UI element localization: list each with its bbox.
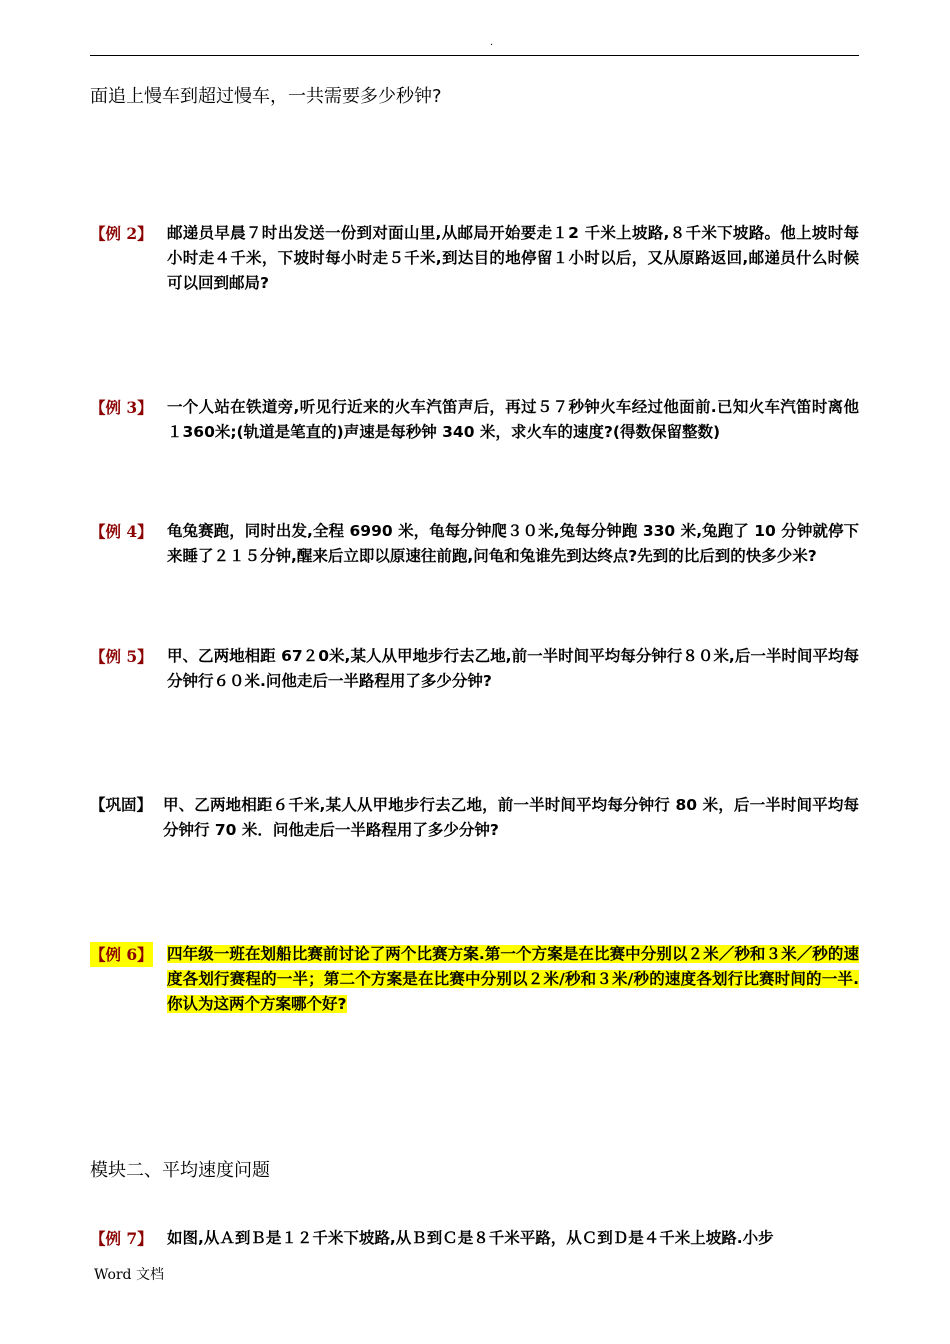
problem-example-2 (90, 221, 859, 296)
problem-consolidation (90, 793, 859, 843)
intro-text: 面追上慢车到超过慢车，一共需要多少秒钟? (90, 86, 442, 107)
problem-text: 龟兔赛跑，同时出发,全程 6990 米，龟每分钟爬３０米,兔每分钟跑 330 米,兔跑了 10 分钟就停下来睡了２１５分钟,醒来后立即以原速往前跑,问龟和兔谁先到达终点?先到的比后到的快多少米? (167, 522, 859, 565)
problem-tag: 【例 3】 (90, 398, 153, 417)
footer-label: Word 文档 (94, 1267, 164, 1283)
problem-tag: 【例 2】 (90, 224, 153, 243)
problem-example-4 (90, 519, 859, 569)
problem-tag: 【例 7】 (90, 1229, 153, 1248)
header-dot: . (490, 37, 494, 48)
problem-text: 甲、乙两地相距６千米,某人从甲地步行去乙地，前一半时间平均每分钟行 80 米，后一半时间平均每分钟行 70 米．问他走后一半路程用了多少分钟? (163, 796, 859, 839)
problem-tag: 【例 6】 (90, 942, 153, 967)
problem-example-6 (90, 942, 859, 1017)
problem-tag: 【例 4】 (90, 522, 153, 541)
problem-text: 邮递员早晨７时出发送一份到对面山里,从邮局开始要走１2 千米上坡路,８千米下坡路。他上坡时每小时走４千米，下坡时每小时走５千米,到达目的地停留１小时以后，又从原路返回,邮递员什么时候可以回到邮局? (167, 224, 859, 292)
problem-tag: 【巩固】 (90, 796, 153, 814)
problem-example-3 (90, 395, 859, 445)
problem-example-7 (90, 1226, 859, 1251)
section-title: 模块二、平均速度问题 (90, 1160, 270, 1181)
header-rule (90, 55, 859, 56)
problem-text: 如图,从Ａ到Ｂ是１２千米下坡路,从Ｂ到Ｃ是８千米平路，从Ｃ到Ｄ是４千米上坡路.小步 (167, 1229, 774, 1247)
problem-example-5 (90, 644, 859, 694)
problem-text: 四年级一班在划船比赛前讨论了两个比赛方案.第一个方案是在比赛中分别以２米／秒和３米／秒的速度各划行赛程的一半；第二个方案是在比赛中分别以２米/秒和３米/秒的速度各划行比赛时间的一半.你认为这两个方案哪个好? (167, 945, 859, 1013)
problem-text: 一个人站在铁道旁,听见行近来的火车汽笛声后，再过５７秒钟火车经过他面前.已知火车汽笛时离他１360米;(轨道是笔直的)声速是每秒钟 340 米，求火车的速度?(得数保留整数) (167, 398, 859, 441)
problem-text: 甲、乙两地相距 67２0米,某人从甲地步行去乙地,前一半时间平均每分钟行８０米,后一半时间平均每分钟行６０米.问他走后一半路程用了多少分钟? (167, 647, 859, 690)
problem-tag: 【例 5】 (90, 647, 153, 666)
